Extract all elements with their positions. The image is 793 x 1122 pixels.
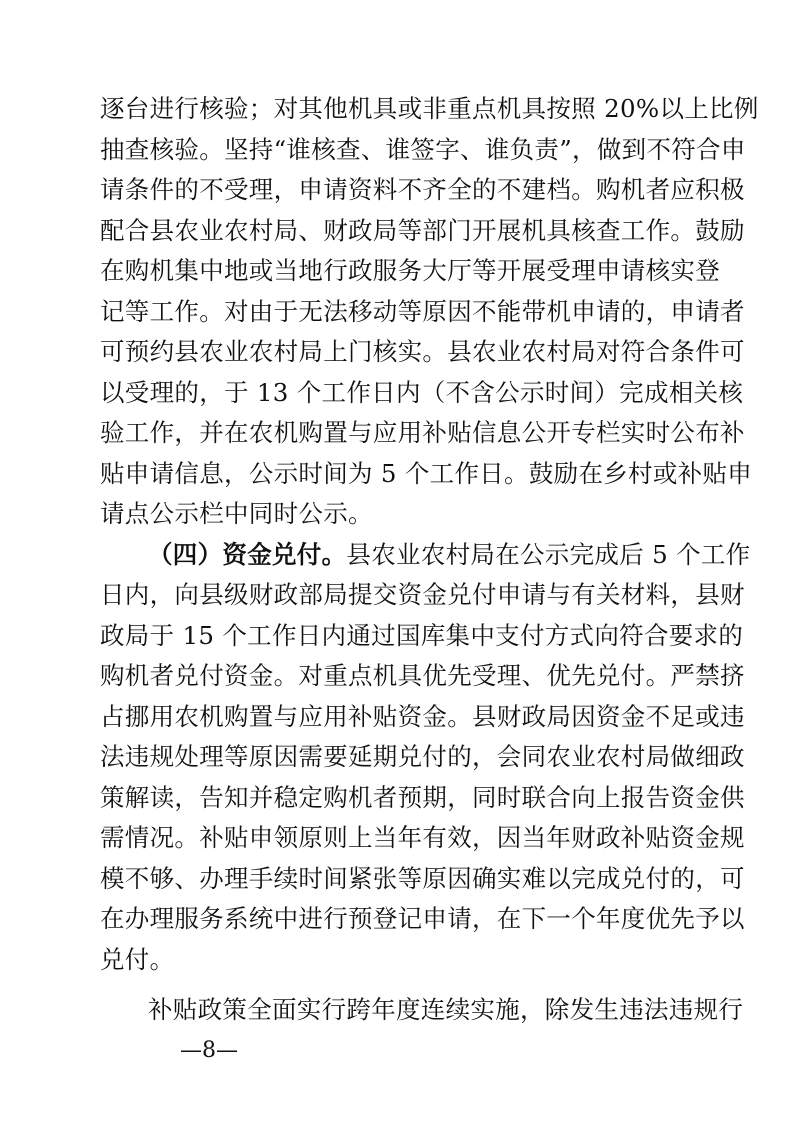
paragraph-line: 模不够、办理手续时间紧张等原因确实难以完成兑付的，可 xyxy=(100,864,745,893)
section-first-line xyxy=(148,538,751,572)
paragraph-line: 法违规处理等原因需要延期兑付的，会同农业农村局做细政 xyxy=(100,742,745,771)
paragraph-line: 请点公示栏中同时公示。 xyxy=(100,499,373,528)
paragraph-line: 日内，向县级财政部局提交资金兑付申请与有关材料，县财 xyxy=(100,580,745,609)
paragraph-line: 请条件的不受理，申请资料不齐全的不建档。购机者应积极 xyxy=(100,175,745,204)
paragraph-line: 抽查核验。坚持“谁核查、谁签字、谁负责”，做到不符合申 xyxy=(100,135,746,164)
paragraph-line: 在办理服务系统中进行预登记申请，在下一个年度优先予以 xyxy=(100,904,745,933)
paragraph-line: 可预约县农业农村局上门核实。县农业农村局对符合条件可 xyxy=(100,337,745,366)
paragraph-line: 逐台进行核验；对其他机具或非重点机具按照 20%以上比例 xyxy=(100,94,759,123)
paragraph-line: 占挪用农机购置与应用补贴资金。县财政局因资金不足或违 xyxy=(100,702,745,731)
paragraph-line: 在购机集中地或当地行政服务大厅等开展受理申请核实登 xyxy=(100,256,720,285)
paragraph-line: 政局于 15 个工作日内通过国库集中支付方式向符合要求的 xyxy=(100,621,744,650)
paragraph-line: 配合县农业农村局、财政局等部门开展机具核查工作。鼓励 xyxy=(100,216,745,245)
paragraph-line: 策解读，告知并稳定购机者预期，同时联合向上报告资金供 xyxy=(100,783,745,812)
paragraph-line: 补贴政策全面实行跨年度连续实施，除发生违法违规行 xyxy=(148,995,744,1024)
section-first-line-text: 县农业农村局在公示完成后 5 个工作 xyxy=(346,540,751,569)
paragraph-line: 贴申请信息，公示时间为 5 个工作日。鼓励在乡村或补贴申 xyxy=(100,459,753,488)
paragraph-line: 记等工作。对由于无法移动等原因不能带机申请的，申请者 xyxy=(100,297,745,326)
paragraph-line: 验工作，并在农机购置与应用补贴信息公开专栏实时公布补 xyxy=(100,418,745,447)
paragraph-line: 兑付。 xyxy=(100,945,175,974)
section-heading: （四）资金兑付。 xyxy=(148,540,347,569)
paragraph-line: 以受理的，于 13 个工作日内（不含公示时间）完成相关核 xyxy=(100,378,744,407)
paragraph-line: 购机者兑付资金。对重点机具优先受理、优先兑付。严禁挤 xyxy=(100,661,745,690)
paragraph-line: 需情况。补贴申领原则上当年有效，因当年财政补贴资金规 xyxy=(100,823,745,852)
page-number: —8— xyxy=(180,1038,238,1063)
